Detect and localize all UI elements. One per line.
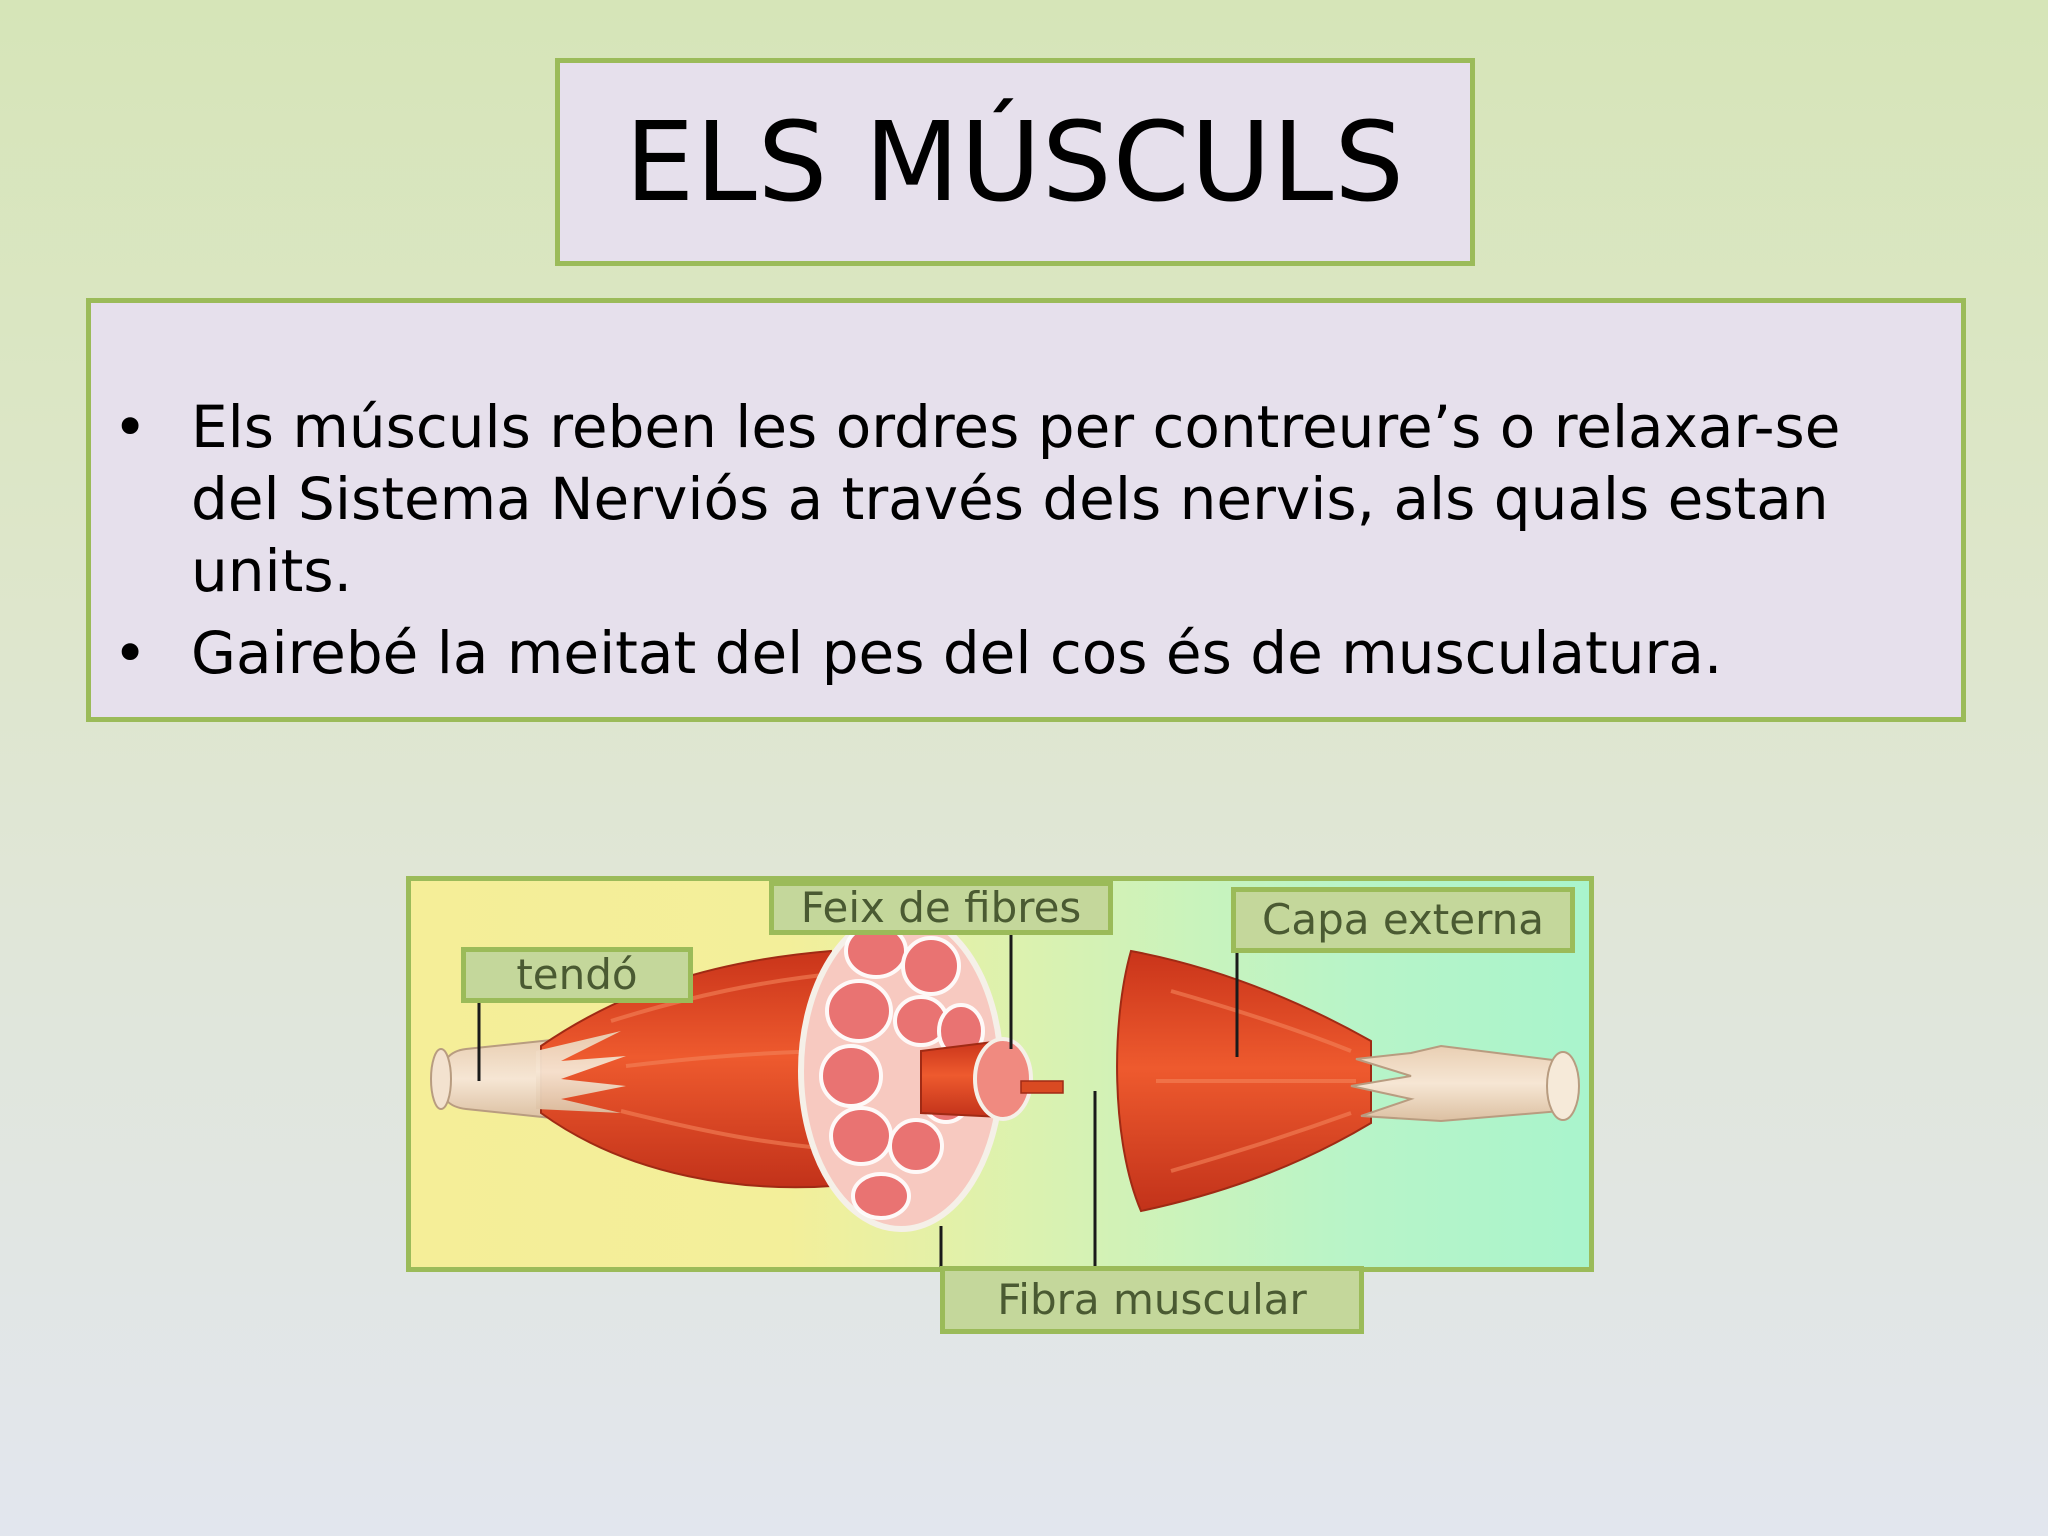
bullet-item: [113, 617, 1901, 689]
bullet-glyph: •: [113, 619, 148, 687]
bullet-text: Gairebé la meitat del pes del cos és de musculatura.: [191, 619, 1723, 687]
label-feix-de-fibres: Feix de fibres: [769, 881, 1113, 935]
bullet-item: [113, 391, 1901, 607]
label-capa-externa: Capa externa: [1231, 887, 1575, 953]
single-fiber: [1021, 1081, 1063, 1093]
left-tendon-end: [431, 1049, 451, 1109]
muscle-diagram: [406, 876, 1594, 1272]
bullet-list: [113, 391, 1901, 689]
slide-title: ELS MÚSCULS: [624, 98, 1406, 226]
right-tendon: [1351, 1046, 1561, 1121]
label-tendo: tendó: [461, 947, 693, 1003]
right-tendon-end: [1547, 1052, 1579, 1120]
bullet-text: Els músculs reben les ordres per contreure’s o relaxar-se del Sistema Nerviós a través dels nervis, als quals estan units.: [191, 393, 1841, 605]
bundle-end: [975, 1039, 1031, 1119]
label-fibra-muscular: Fibra muscular: [940, 1266, 1364, 1334]
bullet-glyph: •: [113, 393, 148, 461]
title-box: [555, 58, 1475, 266]
text-box: [86, 298, 1966, 722]
